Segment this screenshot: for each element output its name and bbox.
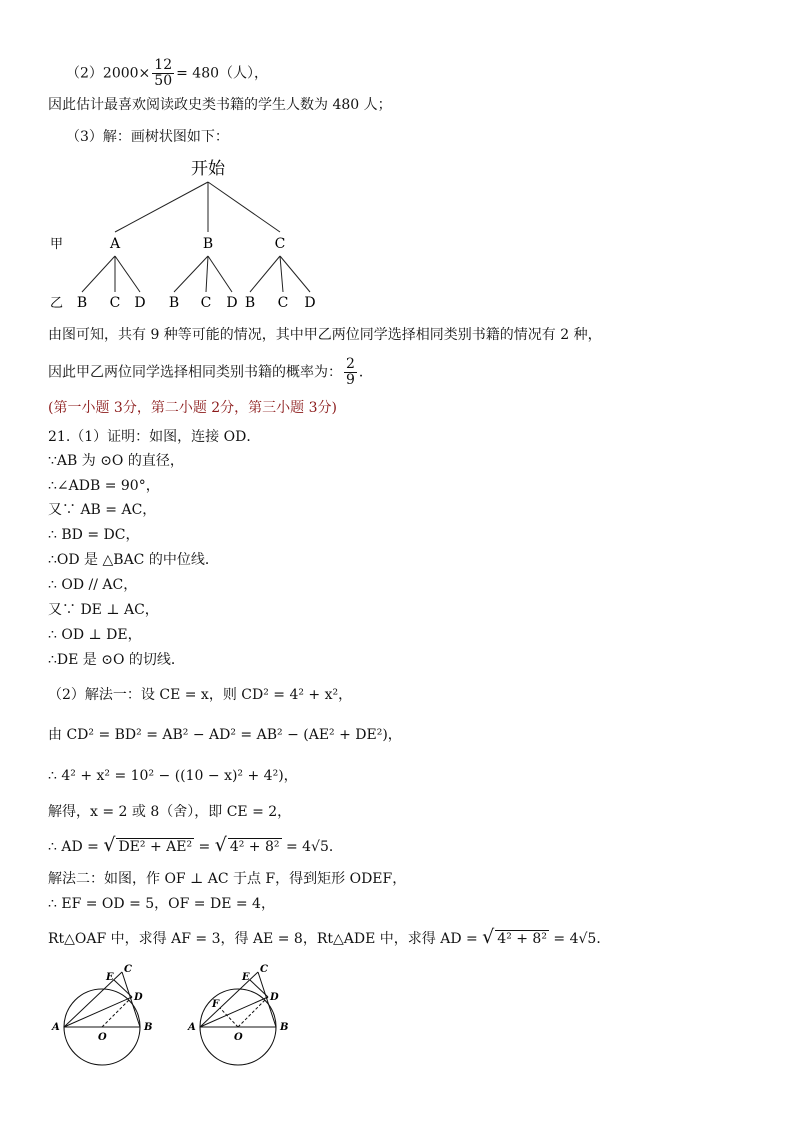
score-note: (第一小题 3分，第二小题 2分，第三小题 3分) bbox=[48, 400, 337, 416]
method1-ad bbox=[48, 836, 343, 856]
method1-eq1: 由 CD² = BD² = AB² − AD² = AB² − (AE² + DE²)， bbox=[48, 727, 402, 743]
s3-intro: （3）解：画树状图如下： bbox=[66, 129, 229, 145]
fig2-label-d: D bbox=[270, 992, 279, 1003]
fig2-label-b: B bbox=[280, 1022, 289, 1033]
s2-suffix: = 480（人）， bbox=[176, 65, 269, 82]
s2-fraction bbox=[152, 58, 174, 89]
m2-final-end: = 4√5． bbox=[548, 931, 611, 947]
proof-step: 又∵ AB = AC， bbox=[48, 502, 157, 518]
proof-step: ∴ OD ⊥ DE， bbox=[48, 627, 142, 643]
ad-radicand-2: 4² + 8² bbox=[229, 839, 280, 855]
s3-prob-prefix: 因此甲乙两位同学选择相同类别书籍的概率为： bbox=[48, 364, 342, 381]
tree-leaf: D bbox=[304, 295, 316, 311]
method2-intro: 解法二：如图，作 OF ⊥ AC 于点 F，得到矩形 ODEF， bbox=[48, 871, 407, 887]
s2-frac-num: 12 bbox=[154, 57, 173, 73]
proof-step: ∴OD 是 △BAC 的中位线． bbox=[48, 552, 219, 568]
proof-step: ∴ BD = DC， bbox=[48, 527, 140, 543]
method1-intro: （2）解法一：设 CE = x，则 CD² = 4² + x²， bbox=[48, 687, 353, 703]
tree-leaf: C bbox=[277, 295, 289, 311]
sqrt-icon: √ bbox=[214, 834, 227, 856]
tree-leaf: B bbox=[168, 295, 180, 311]
geometry-figure-2 bbox=[180, 960, 310, 1075]
tree-leaf: D bbox=[226, 295, 238, 311]
q21-heading: 21.（1）证明：如图，连接 OD． bbox=[48, 429, 261, 445]
s2-calc bbox=[66, 58, 268, 89]
s3-prob-suffix: ． bbox=[358, 364, 373, 381]
sqrt-icon: √ bbox=[482, 926, 495, 948]
tree-root: 开始 bbox=[191, 159, 225, 179]
s3-probability bbox=[48, 357, 373, 388]
method1-eq2: ∴ 4² + x² = 10² − ((10 − x)² + 4²)， bbox=[48, 768, 298, 784]
method2-eq: ∴ EF = OD = 5，OF = DE = 4， bbox=[48, 896, 275, 912]
method1-solve: 解得，x = 2 或 8（舍），即 CE = 2， bbox=[48, 804, 292, 820]
fig2-label-f: F bbox=[212, 999, 220, 1010]
tree-row1-label: 甲 bbox=[50, 237, 64, 252]
fig2-label-e: E bbox=[242, 972, 250, 983]
proof-step: ∴ OD // AC， bbox=[48, 577, 138, 593]
tree-leaf: B bbox=[76, 295, 88, 311]
fig1-label-b: B bbox=[144, 1022, 153, 1033]
fig1-label-a: A bbox=[52, 1022, 60, 1033]
method2-final bbox=[48, 928, 610, 948]
m2-final-radicand: 4² + 8² bbox=[497, 931, 547, 947]
tree-leaf: C bbox=[200, 295, 212, 311]
fig1-label-d: D bbox=[134, 992, 143, 1003]
ad-radicand-1: DE² + AE² bbox=[118, 839, 193, 855]
m2-final-text: Rt△OAF 中，求得 AF = 3，得 AE = 8，Rt△ADE 中，求得 AD = bbox=[48, 931, 483, 947]
sqrt-icon: √ bbox=[103, 834, 116, 856]
fig1-label-o: O bbox=[98, 1032, 107, 1043]
ad-mid: = bbox=[194, 839, 215, 855]
s3-prob-num: 2 bbox=[346, 356, 355, 372]
fig2-label-a: A bbox=[188, 1022, 196, 1033]
s2-conclusion: 因此估计最喜欢阅读政史类书籍的学生人数为 480 人； bbox=[48, 97, 392, 113]
geometry-figure-1 bbox=[44, 960, 174, 1075]
proof-step: 又∵ DE ⊥ AC， bbox=[48, 602, 159, 618]
proof-step: ∵AB 为 ⊙O 的直径， bbox=[48, 453, 184, 469]
tree-node-l1-c: C bbox=[274, 236, 286, 252]
tree-leaf: B bbox=[244, 295, 256, 311]
proof-step: ∴∠ADB = 90°， bbox=[48, 478, 160, 494]
fig2-label-c: C bbox=[260, 964, 268, 975]
tree-row2-label: 乙 bbox=[50, 296, 64, 311]
fig1-label-e: E bbox=[106, 972, 114, 983]
s3-prob-den: 9 bbox=[346, 372, 355, 388]
fig1-label-c: C bbox=[124, 964, 132, 975]
probability-tree bbox=[40, 150, 340, 320]
s3-analysis: 由图可知，共有 9 种等可能的情况，其中甲乙两位同学选择相同类别书籍的情况有 2 种， bbox=[48, 327, 602, 343]
tree-leaf: C bbox=[109, 295, 121, 311]
proof-step: ∴DE 是 ⊙O 的切线． bbox=[48, 652, 185, 668]
tree-node-l1-a: A bbox=[109, 236, 121, 252]
fig2-label-o: O bbox=[234, 1032, 243, 1043]
s3-prob-fraction bbox=[344, 357, 357, 388]
tree-leaf: D bbox=[134, 295, 146, 311]
ad-prefix: ∴ AD = bbox=[48, 839, 104, 855]
s2-prefix: （2）2000× bbox=[66, 65, 151, 82]
ad-end: = 4√5． bbox=[281, 839, 343, 855]
tree-node-l1-b: B bbox=[202, 236, 214, 252]
s2-frac-den: 50 bbox=[154, 73, 173, 89]
